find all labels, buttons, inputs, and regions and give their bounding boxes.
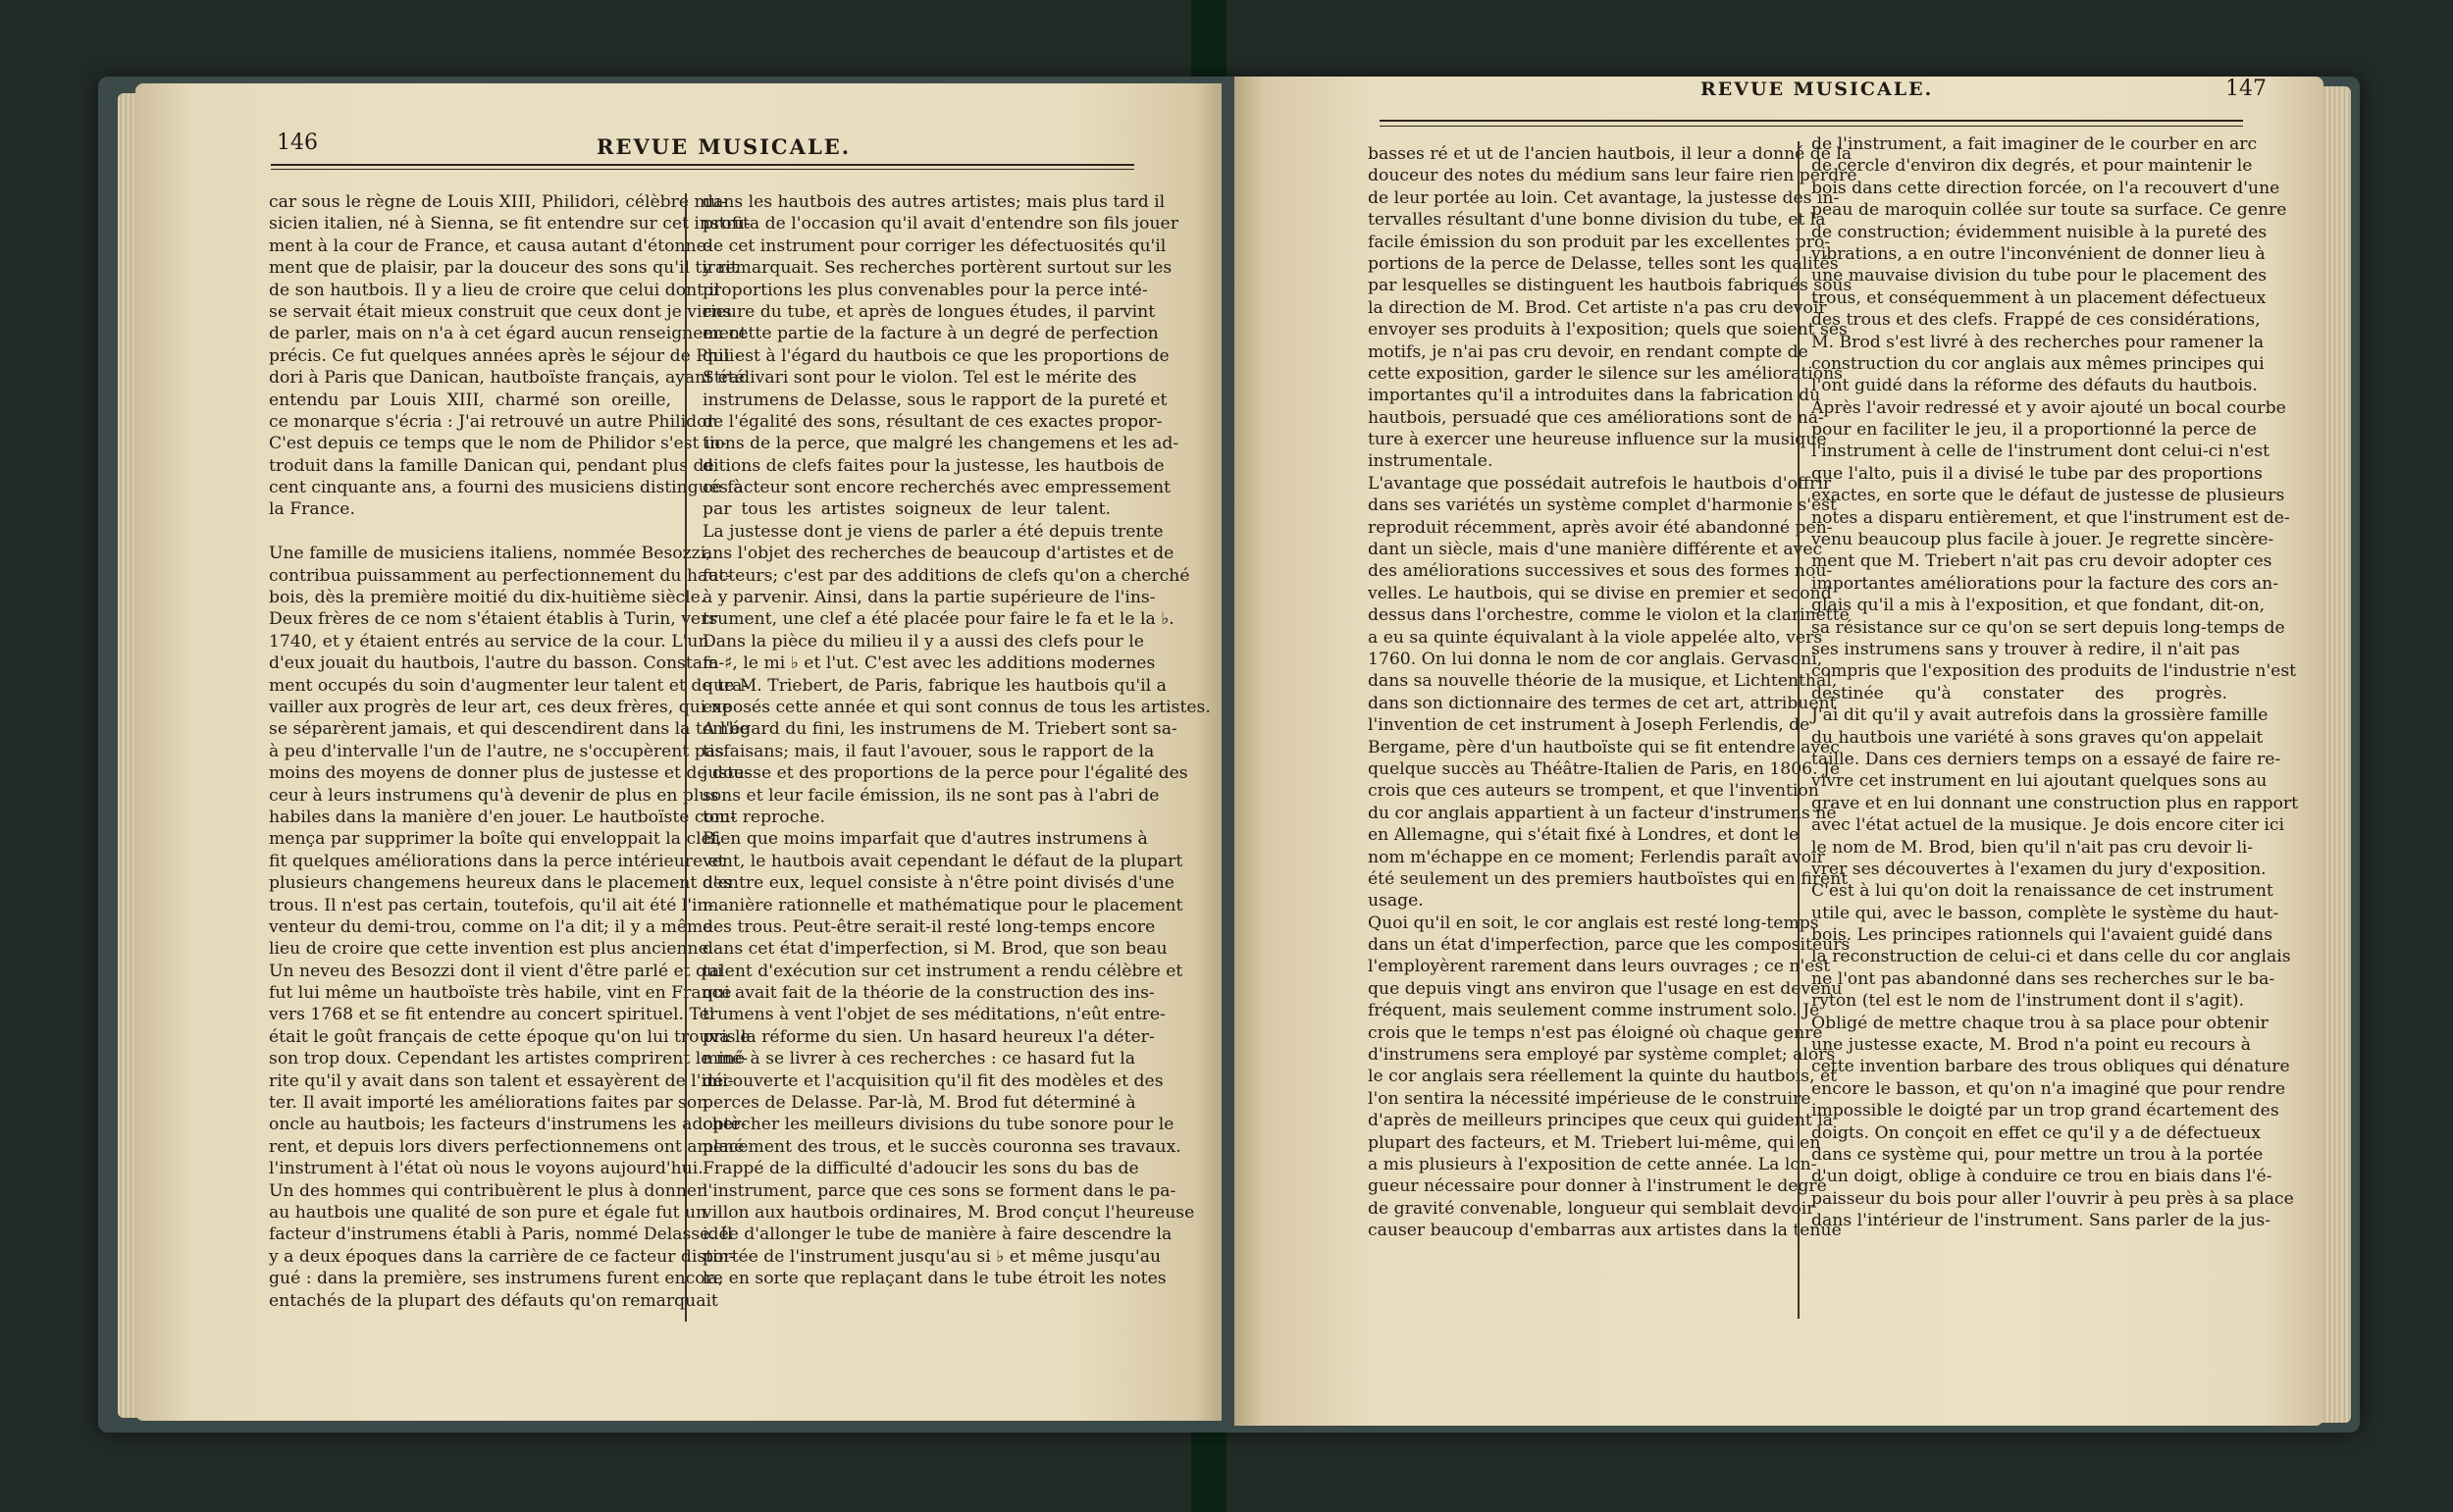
text-line: de leur portée au loin. Cet avantage, la justesse des in- (1368, 187, 1840, 208)
text-line: contribua puissamment au perfectionnement du haut- (269, 565, 732, 586)
text-line: tout reproche. (703, 807, 825, 827)
text-line: plusieurs changemens heureux dans le placement des (269, 873, 732, 894)
text-line: dans sa nouvelle théorie de la musique, et Lichtenthal, (1368, 671, 1838, 692)
text-line: rent, et depuis lors divers perfectionnemens ont amené (269, 1136, 745, 1157)
text-line: dant un siècle, mais d'une manière différente et avec (1368, 540, 1823, 560)
text-line: cette invention barbare des trous obliques qui dénature (1811, 1057, 2290, 1077)
text-line: crois que le temps n'est pas éloigné où chaque genre (1368, 1022, 1823, 1043)
text-line: crois que ces auteurs se trompent, et que l'invention (1368, 781, 1819, 802)
text-line: Un des hommes qui contribuèrent le plus à donner (269, 1180, 705, 1201)
text-line: du cor anglais appartient à un facteur d'instrumens né (1368, 803, 1837, 823)
text-line: Une famille de musiciens italiens, nommée Besozzi, (269, 544, 711, 564)
text-line: à peu d'intervalle l'un de l'autre, ne s'occupèrent pas (269, 741, 724, 761)
text-line: qui est à l'égard du hautbois ce que les proportions de (703, 345, 1170, 366)
text-line: bois dans cette direction forcée, on l'a recouvert d'une (1811, 178, 2280, 198)
text-line: ce monarque s'écria : J'ai retrouvé un autre Philidor. (269, 411, 719, 432)
text-line: ment à la cour de France, et causa autant d'étonne- (269, 235, 712, 256)
text-line: dans cet état d'imperfection, si M. Brod, que son beau (703, 939, 1168, 960)
text-column-1 (269, 191, 751, 1312)
text-line: ne l'ont pas abandonné dans ses recherches sur le ba- (1811, 968, 2275, 989)
text-line: que l'alto, puis il a divisé le tube par des proportions (1811, 463, 2263, 484)
text-line: était le goût français de cette époque qu'on lui trouva le (269, 1026, 751, 1047)
text-line: fa ♯, le mi ♭ et l'ut. C'est avec les additions modernes (703, 653, 1156, 674)
text-line: la direction de M. Brod. Cet artiste n'a pas cru devoir (1368, 297, 1827, 318)
text-line: habiles dans la manière d'en jouer. Le hautboïste com- (269, 807, 736, 827)
text-line: glais qu'il a mis à l'exposition, et que fondant, dit-on, (1811, 596, 2266, 616)
text-line: l'invention de cet instrument à Joseph Ferlendis, de (1368, 715, 1810, 736)
text-line: a mis plusieurs à l'exposition de cette année. La lon- (1368, 1154, 1817, 1174)
text-line: paisseur du bois pour aller l'ouvrir à peu près à sa place (1811, 1188, 2294, 1209)
text-line: A l'égard du fini, les instrumens de M. Triebert sont sa- (703, 719, 1177, 740)
text-line: quelque succès au Théâtre-Italien de Paris, en 1806. Je (1368, 758, 1841, 779)
text-line: importantes améliorations pour la facture des cors an- (1811, 573, 2278, 594)
text-line: facteur d'instrumens établi à Paris, nommé Delasse. Il (269, 1225, 733, 1245)
text-line: 1760. On lui donna le nom de cor anglais. Gervasoni, (1368, 649, 1823, 669)
text-line: velles. Le hautbois, qui se divise en premier et second (1368, 583, 1832, 603)
text-line: villon aux hautbois ordinaires, M. Brod conçut l'heureuse (703, 1202, 1195, 1223)
text-line: proportions les plus convenables pour la perce inté- (703, 280, 1148, 300)
column-separator (685, 193, 687, 1322)
text-line: ceur à leurs instrumens qu'à devenir de plus en plus (269, 785, 719, 806)
text-line: la France. (269, 499, 355, 520)
text-line: en cette partie de la facture à un degré de perfection (703, 324, 1159, 344)
text-line: L'avantage que possédait autrefois le hautbois d'offrir (1368, 473, 1832, 494)
text-line: ce facteur sont encore recherchés avec empressement (703, 478, 1171, 498)
text-line: fit quelques améliorations dans la perce intérieure et (269, 851, 725, 871)
page-number: 147 (2225, 77, 2267, 101)
text-line: d'après de meilleurs principes que ceux qui guident la (1368, 1111, 1834, 1131)
left-page (135, 83, 1222, 1421)
text-line: fut lui même un hautboïste très habile, vint en France (269, 983, 732, 1004)
text-line: dans ses variétés un système complet d'harmonie s'est (1368, 495, 1837, 516)
text-line: justesse et des proportions de la perce pour l'égalité des (703, 763, 1188, 784)
text-line: portions de la perce de Delasse, telles sont les qualités (1368, 253, 1839, 274)
text-line: envoyer ses produits à l'exposition; quels que soient ses (1368, 320, 1848, 340)
text-line: vent, le hautbois avait cependant le défaut de la plupart (703, 851, 1183, 871)
text-line: vers 1768 et se fit entendre au concert spirituel. Tel (269, 1005, 715, 1025)
text-line: M. Brod s'est livré à des recherches pour ramener la (1811, 332, 2265, 352)
text-line: gueur nécessaire pour donner à l'instrument le degré (1368, 1176, 1827, 1197)
text-line: sons et leur facile émission, ils ne sont pas à l'abri de (703, 785, 1160, 806)
text-line: compris que l'exposition des produits de l'industrie n'est (1811, 661, 2297, 682)
text-line: de parler, mais on n'a à cet égard aucun renseignement (269, 324, 747, 344)
text-line: de l'égalité des sons, résultant de ces exactes propor- (703, 411, 1163, 432)
text-line: ment que M. Triebert n'ait pas cru devoir adopter ces (1811, 551, 2272, 572)
text-line: que M. Triebert, de Paris, fabrique les hautbois qu'il a (703, 675, 1167, 696)
text-line: portée de l'instrument jusqu'au si ♭ et même jusqu'au (703, 1246, 1162, 1267)
text-line: d'un doigt, oblige à conduire ce trou en biais dans l'é- (1811, 1167, 2272, 1187)
text-line: utile qui, avec le basson, complète le système du haut- (1811, 903, 2279, 923)
text-line: hautbois, persuadé que ces améliorations sont de na- (1368, 407, 1824, 428)
text-line: qui avait fait de la théorie de la construction des ins- (703, 983, 1155, 1004)
text-line: J'ai dit qu'il y avait autrefois dans la grossière famille (1811, 705, 2269, 726)
text-line: à y parvenir. Ainsi, dans la partie supérieure de l'ins- (703, 588, 1156, 608)
text-line: Un neveu des Besozzi dont il vient d'être parlé et qui (269, 961, 723, 981)
text-line: Quoi qu'il en soit, le cor anglais est resté long-temps (1368, 912, 1819, 933)
running-head: REVUE MUSICALE. (597, 134, 852, 159)
text-line: du hautbois une variété à sons graves qu'on appelait (1811, 727, 2264, 748)
text-line: ment que de plaisir, par la douceur des sons qu'il tirait (269, 258, 738, 279)
text-line: exactes, en sorte que le défaut de justesse de plusieurs (1811, 486, 2285, 506)
text-line: des trous et des clefs. Frappé de ces considérations, (1811, 310, 2261, 331)
text-line: nom m'échappe en ce moment; Ferlendis paraît avoir (1368, 847, 1825, 867)
header-rule-thin (1380, 126, 2243, 127)
text-line: basses ré et ut de l'ancien hautbois, il leur a donné de la (1368, 144, 1853, 164)
header-rule-thin (271, 169, 1134, 170)
text-line: l'employèrent rarement dans leurs ouvrages ; ce n'est (1368, 957, 1831, 977)
header-rule (271, 164, 1134, 166)
text-line: bois, dès la première moitié du dix-huitième siècle. (269, 588, 706, 608)
text-line: troduit dans la famille Danican qui, pendant plus de (269, 455, 714, 476)
text-line: pour en faciliter le jeu, il a proportionné la perce de (1811, 420, 2257, 441)
text-column-2 (703, 191, 1211, 1290)
text-line: entachés de la plupart des défauts qu'on remarquait (269, 1290, 718, 1311)
text-line: l'instrument à celle de l'instrument dont celui-ci n'est (1811, 442, 2270, 462)
text-line: talent d'exécution sur cet instrument a rendu célèbre et (703, 961, 1183, 981)
text-line: vibrations, a en outre l'inconvénient de donner lieu à (1811, 243, 2266, 264)
text-line: Après l'avoir redressé et y avoir ajouté un bocal courbe (1811, 397, 2286, 418)
text-line: destinée qu'à constater des progrès. (1811, 683, 2227, 704)
text-line: l'ont guidé dans la réforme des défauts du hautbois. (1811, 376, 2258, 396)
text-line: placement des trous, et le succès couronna ses travaux. (703, 1136, 1181, 1157)
text-line: trous. Il n'est pas certain, toutefois, qu'il ait été l'in- (269, 895, 714, 915)
text-line: 1740, et y étaient entrés au service de la cour. L'un (269, 631, 709, 652)
text-line: mença par supprimer la boîte qui enveloppait la clef, (269, 829, 722, 850)
text-line: vivre cet instrument en lui ajoutant quelques sons au (1811, 771, 2268, 792)
text-line: dans l'intérieur de l'instrument. Sans parler de la jus- (1811, 1211, 2270, 1231)
text-line: le nom de M. Brod, bien qu'il n'ait pas cru devoir li- (1811, 837, 2254, 858)
text-line: facteurs; c'est par des additions de clefs qu'on a cherché (703, 565, 1190, 586)
text-line (269, 521, 671, 543)
text-line: tervalles résultant d'une bonne division du tube, et la (1368, 210, 1826, 231)
text-line: Stradivari sont pour le violon. Tel est le mérite des (703, 368, 1137, 389)
text-line: d'eux jouait du hautbois, l'autre du basson. Constam- (269, 653, 725, 674)
text-line: d'instrumens sera employé par système complet; alors (1368, 1045, 1836, 1066)
text-line: doigts. On conçoit en effet ce qu'il y a de défectueux (1811, 1122, 2261, 1143)
text-line: manière rationnelle et mathématique pour le placement (703, 895, 1183, 915)
text-line: profita de l'occasion qu'il avait d'entendre son fils jouer (703, 214, 1178, 235)
column-separator (1798, 141, 1800, 1319)
text-line: se servait était mieux construit que ceux dont je viens (269, 301, 732, 322)
text-line: moins des moyens de donner plus de justesse et de dou- (269, 763, 751, 784)
text-line: par lesquelles se distinguent les hautbois fabriqués sous (1368, 276, 1853, 296)
text-line: de gravité convenable, longueur qui semblait devoir (1368, 1198, 1815, 1219)
text-line: des trous. Peut-être serait-il resté long-temps encore (703, 916, 1156, 937)
text-line: se séparèrent jamais, et qui descendirent dans la tombe (269, 719, 750, 740)
text-line: C'est à lui qu'on doit la renaissance de cet instrument (1811, 881, 2273, 902)
text-line: Deux frères de ce nom s'étaient établis à Turin, vers (269, 609, 718, 630)
text-line: rieure du tube, et après de longues études, il parvint (703, 301, 1156, 322)
text-line: gué : dans la première, ses instrumens furent encore (269, 1269, 723, 1289)
text-line: de l'instrument, a fait imaginer de le courber en arc (1811, 134, 2258, 154)
text-line: que depuis vingt ans environ que l'usage en est devenu (1368, 978, 1843, 999)
text-line: ryton (tel est le nom de l'instrument dont il s'agit). (1811, 991, 2245, 1012)
text-line: dans son dictionnaire des termes de cet art, attribuent (1368, 693, 1837, 713)
text-line: l'instrument, parce que ces sons se forment dans le pa- (703, 1180, 1176, 1201)
text-line: une justesse exacte, M. Brod n'a point eu recours à (1811, 1035, 2251, 1056)
text-line: trumens à vent l'objet de ses méditations, n'eût entre- (703, 1005, 1166, 1025)
text-line: miné à se livrer à ces recherches : ce hasard fut la (703, 1049, 1135, 1069)
text-line: entendu par Louis XIII, charmé son oreille, (269, 390, 671, 410)
text-line: oncle au hautbois; les facteurs d'instrumens les adoptè- (269, 1115, 747, 1135)
text-line: ment occupés du soin d'augmenter leur talent et de tra- (269, 675, 749, 696)
text-line: vailler aux progrès de leur art, ces deux frères, qui ne (269, 697, 733, 717)
text-line: plupart des facteurs, et M. Triebert lui-même, qui en (1368, 1132, 1821, 1153)
text-line: notes a disparu entièrement, et que l'instrument est de- (1811, 507, 2290, 528)
text-line: motifs, je n'ai pas cru devoir, en rendant compte de (1368, 341, 1808, 362)
text-line: rite qu'il y avait dans son talent et essayèrent de l'imi- (269, 1070, 734, 1091)
text-line: Obligé de mettre chaque trou à sa place pour obtenir (1811, 1013, 2269, 1033)
text-line: impossible le doigté par un trop grand écartement des (1811, 1101, 2279, 1121)
text-line: trument, une clef a été placée pour faire le fa et le la ♭. (703, 609, 1174, 630)
text-line: fréquent, mais seulement comme instrument solo. Je (1368, 1001, 1820, 1021)
text-line: sa résistance sur ce qu'on se sert depuis long-temps de (1811, 617, 2285, 638)
text-line: ter. Il avait importé les améliorations faites par son (269, 1093, 708, 1114)
text-line: cent cinquante ans, a fourni des musiciens distingués à (269, 478, 744, 498)
text-line: une mauvaise division du tube pour le placement des (1811, 266, 2268, 287)
text-column-1 (1368, 143, 1857, 1242)
text-line: Bien que moins imparfait que d'autres instrumens à (703, 829, 1148, 850)
text-line: son trop doux. Cependant les artistes comprirent le mé- (269, 1049, 749, 1069)
text-line: sicien italien, né à Sienna, se fit entendre sur cet instru- (269, 214, 751, 235)
text-line: dans les hautbois des autres artistes; mais plus tard il (703, 192, 1166, 212)
text-line: trous, et conséquemment à un placement défectueux (1811, 287, 2267, 308)
text-line: l'instrument à l'état où nous le voyons aujourd'hui. (269, 1159, 704, 1179)
text-line: cette exposition, garder le silence sur les améliorations (1368, 363, 1843, 384)
text-line: a eu sa quinte équivalant à la viole appelée alto, vers (1368, 627, 1823, 648)
text-line: lieu de croire que cette invention est plus ancienne. (269, 939, 714, 960)
text-line: par tous les artistes soigneux de leur talent. (703, 499, 1111, 520)
text-line: Frappé de la difficulté d'adoucir les sons du bas de (703, 1159, 1139, 1179)
text-line: y a deux époques dans la carrière de ce facteur distin- (269, 1246, 735, 1267)
text-line: de construction; évidemment nuisible à la pureté des (1811, 222, 2268, 242)
text-line: dori à Paris que Danican, hautboïste français, ayant été (269, 368, 745, 389)
text-line: dessus dans l'orchestre, comme le violon et la clarinette (1368, 605, 1850, 626)
text-line: des améliorations successives et sous des formes nou- (1368, 561, 1833, 582)
text-line: idée d'allonger le tube de manière à faire descendre la (703, 1225, 1173, 1245)
text-line: de cet instrument pour corriger les défectuosités qu'il (703, 235, 1167, 256)
text-line: reproduit récemment, après avoir été abandonné pen- (1368, 517, 1833, 538)
text-line: dans ce système qui, pour mettre un trou à la portée (1811, 1144, 2264, 1165)
text-line: pris la réforme du sien. Un hasard heureux l'a déter- (703, 1026, 1155, 1047)
text-line: peau de maroquin collée sur toute sa surface. Ce genre (1811, 200, 2287, 221)
text-line: encore le basson, et qu'on n'a imaginé que pour rendre (1811, 1078, 2286, 1099)
text-line: de son hautbois. Il y a lieu de croire que celui dont il (269, 280, 720, 300)
text-line: l'on sentira la nécessité impérieuse de le construire (1368, 1088, 1811, 1109)
text-line: ture à exercer une heureuse influence sur la musique (1368, 430, 1827, 450)
header-rule (1380, 120, 2243, 122)
text-line: La justesse dont je viens de parler a été depuis trente (703, 521, 1164, 542)
text-line: le cor anglais sera réellement la quinte du hautbois, et (1368, 1067, 1838, 1087)
text-line: taille. Dans ces derniers temps on a essayé de faire re- (1811, 749, 2281, 769)
text-line: construction du cor anglais aux mêmes principes qui (1811, 353, 2265, 374)
text-line: douceur des notes du médium sans leur faire rien perdre (1368, 166, 1857, 186)
text-line: facile émission du son produit par les excellentes pro- (1368, 232, 1831, 252)
text-line: venteur du demi-trou, comme on l'a dit; il y a même (269, 916, 713, 937)
text-line: été seulement un des premiers hautboïstes qui en firent (1368, 868, 1849, 889)
text-line: Dans la pièce du milieu il y a aussi des clefs pour le (703, 631, 1144, 652)
text-line: causer beaucoup d'embarras aux artistes dans la tenue (1368, 1221, 1842, 1241)
text-line: au hautbois une qualité de son pure et égale fut un (269, 1202, 707, 1223)
text-column-2 (1811, 133, 2298, 1232)
text-line: ses instrumens sans y trouver à redire, il n'ait pas (1811, 639, 2240, 659)
text-line: vrer ses découvertes à l'examen du jury d'exposition. (1811, 859, 2267, 879)
text-line: ans l'objet des recherches de beaucoup d'artistes et de (703, 544, 1174, 564)
text-line: bois. Les principes rationnels qui l'avaient guidé dans (1811, 925, 2273, 946)
text-line: car sous le règne de Louis XIII, Philidori, célèbre mu- (269, 192, 727, 212)
text-line: instrumentale. (1368, 451, 1493, 472)
text-line: exposés cette année et qui sont connus de tous les artistes. (703, 697, 1211, 717)
text-line: venu beaucoup plus facile à jouer. Je regrette sincère- (1811, 530, 2274, 550)
text-line: tions de la perce, que malgré les changemens et les ad- (703, 434, 1179, 454)
text-line: perces de Delasse. Par-là, M. Brod fut déterminé à (703, 1093, 1136, 1114)
text-line: précis. Ce fut quelques années après le séjour de Phili- (269, 345, 741, 366)
text-line: la, en sorte que replaçant dans le tube étroit les notes (703, 1269, 1167, 1289)
text-line: chercher les meilleurs divisions du tube sonore pour le (703, 1115, 1174, 1135)
text-line: avec l'état actuel de la musique. Je dois encore citer ici (1811, 815, 2285, 836)
text-line: grave et en lui donnant une construction plus en rapport (1811, 793, 2298, 813)
text-line: de cercle d'environ dix degrés, et pour maintenir le (1811, 156, 2253, 177)
text-line: Bergame, père d'un hautboïste qui se fit entendre avec (1368, 737, 1840, 757)
text-line: C'est depuis ce temps que le nom de Philidor s'est in- (269, 434, 727, 454)
text-line: dans un état d'imperfection, parce que les compositeurs (1368, 935, 1851, 956)
text-line: d'entre eux, lequel consiste à n'être point divisés d'une (703, 873, 1174, 894)
text-line: découverte et l'acquisition qu'il fit des modèles et des (703, 1070, 1164, 1091)
text-line: ditions de clefs faites pour la justesse, les hautbois de (703, 455, 1165, 476)
right-page (1234, 77, 2323, 1426)
text-line: importantes qu'il a introduites dans la fabrication du (1368, 386, 1821, 406)
text-line: tisfaisans; mais, il faut l'avouer, sous le rapport de la (703, 741, 1155, 761)
running-head: REVUE MUSICALE. (1700, 78, 1934, 100)
text-line: la reconstruction de celui-ci et dans celle du cor anglais (1811, 947, 2291, 967)
text-line: usage. (1368, 891, 1424, 912)
text-line: instrumens de Delasse, sous le rapport de la pureté et (703, 390, 1168, 410)
page-number: 146 (277, 130, 318, 155)
text-line: en Allemagne, qui s'était fixé à Londres, et dont le (1368, 825, 1800, 846)
text-line: y remarquait. Ses recherches portèrent surtout sur les (703, 258, 1173, 279)
